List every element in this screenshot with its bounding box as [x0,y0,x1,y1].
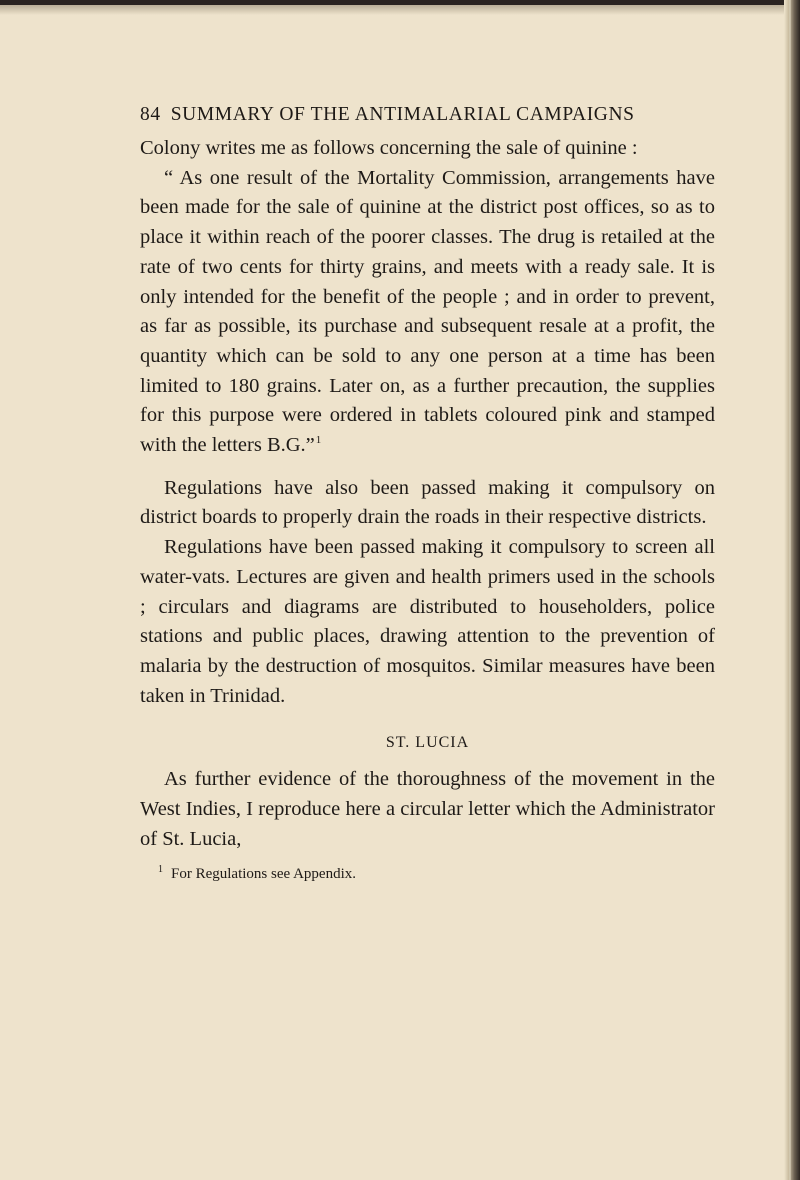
paragraph-colony: Colony writes me as follows concerning the sale of quinine : [140,137,638,159]
footnote [158,864,715,884]
footnote-reference: 1 [315,434,322,447]
footnote-marker: 1 [158,864,163,876]
paragraph-water-vats: Regulations have been passed making it compulsory to screen all water-vats. Lectures are given and health primers used in the schools ; circulars and diagrams are distributed to householders, police stations and public places, drawing attention to the prevention of malaria by the destruction of mosquitos. Similar measures have been taken in Trinidad. [140,536,715,707]
paragraph-st-lucia: As further evidence of the thoroughness of the movement in the West Indies, I reproduce here a circular letter which the Administrator of St. Lucia, [140,768,715,850]
page-number: 84 [140,104,161,125]
book-spine-edge [784,0,800,1180]
paragraph-drainage: Regulations have also been passed making it compulsory on district boards to properly drain the roads in their respective districts. [140,476,715,529]
section-heading-st-lucia: ST. LUCIA [385,734,470,752]
book-spine-gloss [789,0,791,1180]
paragraph-quote [140,164,715,461]
running-head [140,100,715,130]
footnote-text: For Regulations see Appendix. [171,866,356,883]
quote-text: “ As one result of the Mortality Commission, arrangements have been made for the sale of quinine at the district post offices, so as to place it within reach of the poorer classes. The drug is retailed at the rate of two cents for thirty grains, and meets with a ready sale. It is only intended for the benefit of the people ; and in order to prevent, as far as possible, its purchase and subsequent resale at a profit, the quantity which can be sold to any one person at a time has been limited to 180 grains. Later on, as a further precaution, the supplies for this purpose were ordered in tablets coloured pink and stamped with the letters B.G.” [140,166,715,457]
page-top-shadow [0,5,800,15]
running-head-title: SUMMARY OF THE ANTIMALARIAL CAMPAIGNS [170,104,635,125]
book-page [140,100,715,884]
